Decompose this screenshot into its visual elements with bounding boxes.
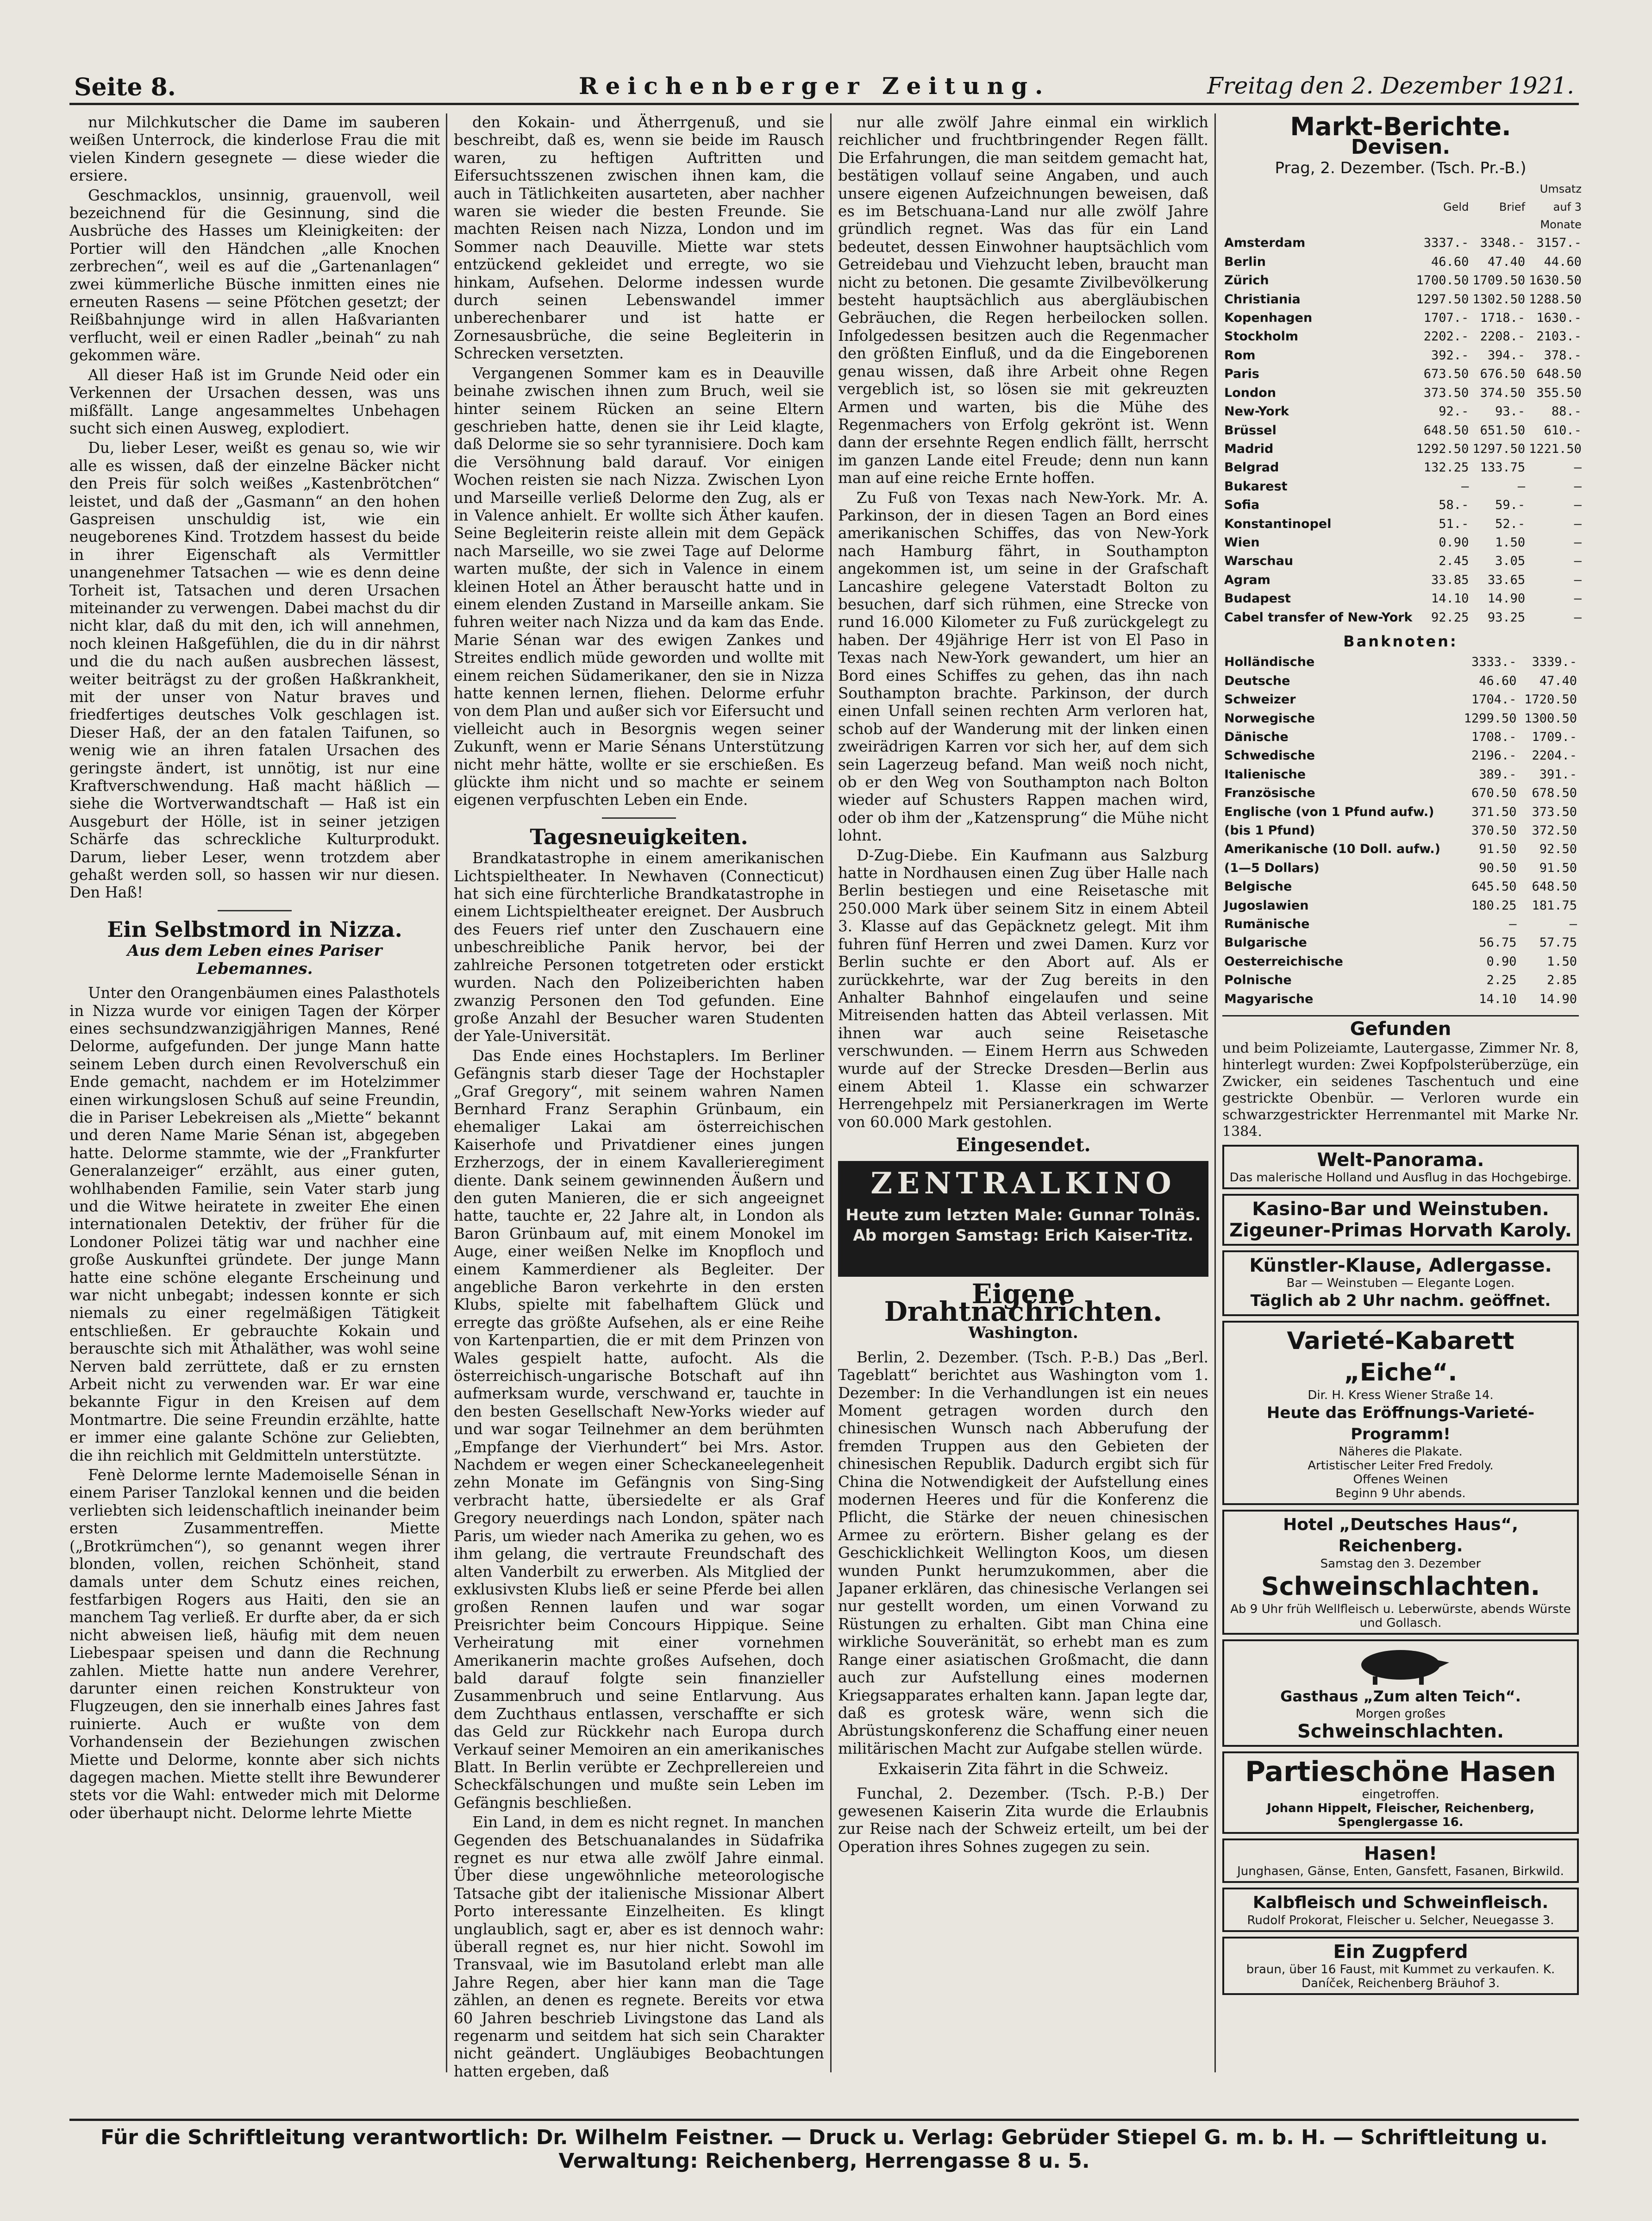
currency-name: Schwedische <box>1224 748 1315 763</box>
rate-value: 2202.- <box>1423 329 1469 344</box>
prag-dateline: Prag, 2. Dezember. (Tsch. Pr.-B.) <box>1275 158 1527 177</box>
table-row <box>1222 609 1583 627</box>
currency-name: Rom <box>1224 348 1256 363</box>
rate-value: 389.- <box>1479 767 1517 782</box>
rate-value: 91.50 <box>1539 860 1577 875</box>
rate-value: 2204.- <box>1532 748 1577 763</box>
paragraph: Geschmacklos, unsinnig, grauenvoll, weil bezeichnend für die Gesinnung, sind die Ausbrüche des Hasses um Kleinigkeiten: der Portier will den Händchen „alle Knochen zerbrechen“, weil es auf die „Gartenanlagen“ zwei kümmerliche Büsche inmitten eines nie erneuten Rasens — seine Pfötchen gesetzt; der Reißbahnjunge wird in allen Haßvarianten verflucht, weil er einen Radler „beinah“ zu nah gekommen wäre. <box>69 186 440 364</box>
rate-value: 3337.- <box>1423 236 1469 251</box>
rate-value: — <box>1574 479 1582 494</box>
rate-value: 56.75 <box>1479 935 1517 950</box>
ad-title: Schweinschlachten. <box>1261 1571 1540 1601</box>
table-row <box>1222 653 1579 671</box>
ad-title: Kasino-Bar und Weinstuben. <box>1252 1198 1549 1220</box>
kino-line: Heute zum letzten Male: Gunnar Tolnäs. <box>845 1205 1201 1224</box>
rate-value: 371.50 <box>1471 804 1517 819</box>
rate-value: 1297.50 <box>1472 441 1526 456</box>
banknoten-rows <box>1222 653 1579 1009</box>
table-row <box>1222 571 1583 590</box>
rate-value: 181.75 <box>1532 898 1577 913</box>
column-1 <box>69 113 440 2072</box>
currency-name: Budapest <box>1224 591 1291 606</box>
rate-value: 0.90 <box>1486 954 1517 969</box>
rate-value: 58.- <box>1439 498 1469 513</box>
currency-name: Berlin <box>1224 254 1266 269</box>
paragraph: Du, lieber Leser, weißt es genau so, wie wir alle es wissen, daß der einzelne Bäcker nicht den Preis für solch weißes „Kastenbrötchen“ leistet, und daß der „Gasmann“ an den hohen Gaspreisen unschuldig ist, wie ein neugeborenes Kind. Trotzdem hassest du beide in ihrer Eigenschaft als Vermittler unangenehmer Tatsachen — wie es denn deine Torheit ist, Tatsachen und deren Ursachen miteinander zu verwengen. Dabei machst du dir nicht klar, daß du mit den, ich will annehmen, noch kleinen Haßgefühlen, die du in dir nährst und die du nach außen ausbrechen lässest, weiter beiträgst zu der großen Haßkrankheit, mit der unser von Natur braves und friedfertiges deutsches Volk geschlagen ist. Dieser Haß, der an den fatalen Taifunen, so wenig wie an ihren fatalen Ursachen des geringste ändert, ist unnötig, ist nur eine Kraftverschwendung. Haß macht häßlich — siehe die Wortverwandtschaft — Haß ist ein Ausgeburt der Hölle, ist in seiner jetzigen Schärfe das schreckliche Kulturprodukt. Darum, lieber Leser, wenn trotzdem aber gehaßt werden soll, so hassen wir nur diesen. Den Haß! <box>69 439 440 902</box>
kasino-bar-ad <box>1222 1194 1579 1246</box>
rate-value: 3.05 <box>1495 554 1526 569</box>
rate-value: 51.- <box>1439 516 1469 531</box>
currency-name: Madrid <box>1224 441 1274 456</box>
rate-value: 3348.- <box>1480 236 1526 251</box>
rate-value: 46.60 <box>1431 254 1469 269</box>
rate-value: 2103.- <box>1536 329 1582 344</box>
rate-value: 1708.- <box>1471 730 1517 744</box>
rate-value: 3157.- <box>1536 236 1582 251</box>
ad-text: Beginn 9 Uhr abends. <box>1335 1486 1466 1500</box>
rate-value: 3333.- <box>1471 655 1517 670</box>
currency-name: London <box>1224 385 1277 400</box>
rate-value: 648.50 <box>1536 367 1582 382</box>
page-header <box>69 69 1579 105</box>
rate-value: 92.25 <box>1431 610 1469 625</box>
rate-value: 2.25 <box>1486 973 1517 988</box>
ad-title: Hotel „Deutsches Haus“, Reichenberg. <box>1283 1515 1518 1556</box>
article-title: Ein Selbstmord in Nizza. <box>107 916 402 942</box>
rate-value: 651.50 <box>1480 423 1526 438</box>
hotel-deutsches-haus-ad <box>1222 1510 1579 1635</box>
ad-title: Hasen! <box>1364 1843 1438 1864</box>
article-subtitle: Aus dem Leben eines Pariser Lebemannes. <box>127 941 382 978</box>
ad-text: Ab 9 Uhr früh Wellfleisch u. Leberwürste, abends Würste und Gollasch. <box>1230 1602 1571 1630</box>
rate-value: 1221.50 <box>1529 441 1582 456</box>
newspaper-title: Reichenberger Zeitung. <box>579 72 1051 100</box>
table-row <box>1222 765 1579 784</box>
banknoten-heading: Banknoten: <box>1343 632 1458 650</box>
rate-value: 14.10 <box>1479 991 1517 1006</box>
table-row <box>1222 346 1583 365</box>
rate-value: 14.90 <box>1487 591 1526 606</box>
rate-value: — <box>1509 917 1517 932</box>
market-title: Markt-Berichte. <box>1290 112 1511 141</box>
ad-title: Welt-Panorama. <box>1317 1149 1484 1171</box>
paragraph: Berlin, 2. Dezember. (Tsch. P.-B.) Das „Berl. Tageblatt“ berichtet aus Washington vom 1. Dezember: In die Verhandlungen ist ein neues Moment getragen worden durch den chinesischen Wunsch nach Abberufung der fremden Truppen aus den Gebieten der chinesischen Republik. Dadurch ergibt sich für China die Notwendigkeit der Aufstellung eines modernen Heeres und für die Konferenz die Pflicht, die Stärke der neuen chinesischen Armee zu erörtern. Bisher gelang es der Geschicklichkeit Wellington Koos, um diesen wunden Punkt herumzukommen, aber die Japaner erklären, das chinesische Verlangen sei nur gestellt worden, um einen Vorwand zu Rüstungen zu erhalten. Gibt man China eine wirkliche Souveränität, so erhebt man es zum Range einer asiatischen Großmacht, die dann auch zur Aufstellung eines modernen Kriegsapparates erhalten kann. Japan legte dar, daß es grotesk wäre, wenn sich die Abrüstungskonferenz die Schaffung einer neuen militärischen Macht zur Aufgabe stellen würde. <box>838 1348 1208 1757</box>
rate-value: 1300.50 <box>1524 711 1577 726</box>
table-row <box>1222 590 1583 608</box>
currency-name: Kopenhagen <box>1224 311 1313 326</box>
rate-value: 676.50 <box>1480 367 1526 382</box>
rate-value: 1.50 <box>1546 954 1577 969</box>
currency-name: Cabel transfer of New-York <box>1224 610 1413 625</box>
rate-value: 2196.- <box>1471 748 1517 763</box>
ad-title: Schweinschlachten. <box>1297 1720 1504 1742</box>
pig-icon <box>1350 1644 1452 1686</box>
rate-value: 2.45 <box>1439 554 1469 569</box>
table-row <box>1222 840 1579 859</box>
rate-value: 91.50 <box>1479 842 1517 857</box>
column-rule <box>830 113 832 2072</box>
rate-value: 93.25 <box>1487 610 1526 625</box>
rate-value: — <box>1569 917 1577 932</box>
ad-title: Varieté-Kabarett „Eiche“. <box>1287 1327 1514 1387</box>
paragraph: Fenè Delorme lernte Mademoiselle Sénan in einem Pariser Tanzlokal kennen und die beiden verliebten sich leidenschaftlich ineinander beim ersten Zusammentreffen. Miette („Brotkrümchen“), so genannt wegen ihrer blonden, vollen, reichen Schönheit, stand damals unter dem Schutz eines reichen, festfarbigen Rogers aus Haiti, den sie an manchem Tag verließ. Er durfte aber, da er sich nicht abweisen ließ, häufig mit dem neuen Liebespaar speisen und dann die Rechnung zahlen. Miette hatte nun andere Verehrer, darunter einen reichen Konstrukteur von Flugzeugen, den sie innerhalb eines Jahres fast ruinierte. Auch er wußte von dem Vorhandensein der Beziehungen zwischen Miette und Delorme, konnte aber sich nichts dagegen machen. Miette stellt ihre Bewunderer stets vor die Wahl: entweder mich mit Delorme oder überhaupt nicht. Delorme lehrte Miette <box>69 1466 440 1822</box>
rate-value: 0.90 <box>1439 535 1469 550</box>
currency-name: Belgische <box>1224 879 1292 894</box>
ad-title: Partieschöne Hasen <box>1245 1755 1556 1788</box>
rate-value: 57.75 <box>1539 935 1577 950</box>
ad-text: Näheres die Plakate. <box>1339 1444 1463 1459</box>
currency-name: Christiania <box>1224 292 1301 307</box>
rate-value: 33.65 <box>1487 572 1526 587</box>
currency-name: Holländische <box>1224 655 1315 670</box>
rate-value: 610.- <box>1544 423 1582 438</box>
currency-name: Sofia <box>1224 498 1260 513</box>
rate-value: 370.50 <box>1471 823 1517 838</box>
rate-value: — <box>1574 498 1582 513</box>
divider <box>218 910 292 911</box>
currency-name: Französische <box>1224 786 1315 801</box>
ad-title: Ein Zugpferd <box>1333 1941 1468 1963</box>
rate-value: 88.- <box>1551 404 1582 419</box>
kalbfleisch-ad <box>1222 1888 1579 1932</box>
paragraph: Funchal, 2. Dezember. (Tsch. P.-B.) Der gewesenen Kaiserin Zita wurde die Erlaubnis zur Reise nach der Schweiz erteilt, um bei der Operation ihres Sohnes zugegen zu sein. <box>838 1784 1208 1856</box>
table-row <box>1222 878 1579 896</box>
ad-text: Heute das Eröffnungs-Varieté-Programm! <box>1266 1403 1535 1443</box>
rate-value: — <box>1574 554 1582 569</box>
paragraph: Das Ende eines Hochstaplers. Im Berliner Gefängnis starb dieser Tage der Hochstapler „Graf Gregory“, mit seinem wahren Namen Bernhard Franz Seraphin Grünbaum, ein ehemaliger Lakai am österreichischen Kaiserhofe und Privatdiener eines jungen Erzherzogs, der in einem Kavallerieregiment diente. Dank seinem gewinnenden Äußern und den guten Manieren, die er sich angeeignet hatte, tauchte er, 22 Jahre alt, in London als Baron Grünbaum auf, mit einem Monokel im Auge, einer weißen Nelke im Knopfloch und einem Kammerdiener als Begleiter. Der angebliche Baron verkehrte in den ersten Klubs, spielte mit fabelhaftem Glück und erregte das größte Aufsehen, als er eine Reihe von Kartenpartien, die er mit dem Prinzen von Wales gespielt hatte, aufocht. Als die österreichisch-ungarische Botschaft auf ihn aufmerksam wurde, verschwand er, tauchte in den besten Gesellschaft New-Yorks wieder auf und war sogar Teilnehmer an dem berühmten „Empfange der Vierhundert“ bei Mrs. Astor. Nachdem er wegen einer Scheckaneelegenheit zehn Monate im Gefängnis von Sing-Sing verbracht hatte, übersiedelte er als Graf Gregory neuerdings nach London, später nach Paris, um wieder nach Amerika zu gehen, wo es ihm gelang, die vertraute Freundschaft des alten Vanderbilt zu erwerben. Als Mitglied der exklusivsten Klubs ließ er seine Pferde bei allen großen Rennen laufen und war sogar Preisrichter beim Concours Hippique. Seine Verheiratung mit einer vornehmen Amerikanerin machte großes Aufsehen, doch bald darauf folgte sein finanzieller Zusammenbruch und seine Entlarvung. Aus dem Zuchthaus entlassen, verschaffte er sich das Geld zur Rückkehr nach Europa durch Verkauf seiner Memoiren an ein amerikanisches Blatt. In Berlin verübte er Zechprellereien und Scheckfälschungen und mußte sein Leben im Gefängnis beschließen. <box>454 1047 824 1812</box>
rate-value: 1709.50 <box>1472 273 1526 288</box>
currency-name: Paris <box>1224 367 1259 382</box>
column-rule <box>446 113 447 2072</box>
rate-value: 1302.50 <box>1472 292 1526 307</box>
rate-value: 1288.50 <box>1529 292 1582 307</box>
divider <box>602 817 676 819</box>
zentralkino-ad <box>838 1161 1208 1277</box>
currency-name: Konstantinopel <box>1224 516 1332 531</box>
rate-value: — <box>1574 572 1582 587</box>
section-title: Tagesneuigkeiten. <box>530 824 748 849</box>
col-header: Umsatz auf 3 Monate <box>1539 182 1582 232</box>
table-row <box>1222 934 1579 952</box>
rate-value: 645.50 <box>1471 879 1517 894</box>
table-row <box>1222 747 1579 765</box>
table-row <box>1222 496 1583 514</box>
rate-value: 14.10 <box>1431 591 1469 606</box>
ad-text: Das malerische Holland und Ausflug in das Hochgebirge. <box>1229 1170 1572 1185</box>
ad-text: Junghasen, Gänse, Enten, Gansfett, Fasanen, Birkwild. <box>1237 1864 1564 1878</box>
rate-value: 180.25 <box>1471 898 1517 913</box>
currency-name: Dänische <box>1224 730 1289 744</box>
ad-text: Offenes Weinen <box>1353 1472 1448 1487</box>
column-rule <box>1214 113 1216 2072</box>
rate-value: — <box>1574 591 1582 606</box>
currency-name: Italienische <box>1224 767 1306 782</box>
rate-value: 1720.50 <box>1524 692 1577 707</box>
devisen-heading: Devisen. <box>1351 135 1451 159</box>
rate-value: 373.50 <box>1532 804 1577 819</box>
table-row <box>1222 784 1579 803</box>
rate-value: 92.50 <box>1539 842 1577 857</box>
rate-value: — <box>1574 535 1582 550</box>
rate-value: 1630.50 <box>1529 273 1582 288</box>
rate-value: 372.50 <box>1532 823 1577 838</box>
table-row <box>1222 402 1583 421</box>
currency-name: Norwegische <box>1224 711 1315 726</box>
paragraph: nur alle zwölf Jahre einmal ein wirklich reichlicher und fruchtbringender Regen fällt. Die Erfahrungen, die man seitdem gemacht hat, bestätigen vollauf seine Angaben, und auch unsere eigenen Aufzeichnungen beweisen, daß es im Betschuana-Land nur alle zwölf Jahre gründlich regnet. Was das für ein Land bedeutet, dessen Einwohner hauptsächlich vom Getreidebau und Viehzucht leben, braucht man nicht zu betonen. Die gesamte Zivilbevölkerung besteht hauptsächlich aus abergläubischen Gebräuchen, die Regen herbeilocken sollen. Infolgedessen besitzen auch die Regenmacher den größten Einfluß, und da die Eingeborenen genau wissen, daß ihre Arbeit ohne Regen vergeblich ist, so lösen sie mit gekreuzten Armen und warten, bis die Mühe des Regenmachers von Erfolg gekrönt ist. Wenn dann der ersehnte Regen endlich fällt, herrscht im ganzen Lande eitel Freude; denn nun kann man auf eine reiche Ernte hoffen. <box>838 113 1208 487</box>
issue-date: Freitag den 2. Dezember 1921. <box>1207 72 1574 99</box>
table-row <box>1222 234 1583 252</box>
rate-value: 44.60 <box>1544 254 1582 269</box>
rate-value: — <box>1574 460 1582 475</box>
table-row <box>1222 990 1579 1009</box>
rate-value: 132.25 <box>1423 460 1469 475</box>
rate-value: 46.60 <box>1479 673 1517 688</box>
ad-text: eingetroffen. <box>1362 1787 1439 1801</box>
ad-text: Samstag den 3. Dezember <box>1320 1556 1481 1571</box>
paragraph: Zu Fuß von Texas nach New-York. Mr. A. Parkinson, der in diesen Tagen an Bord eines amerikanischen Schiffes, das von New-York nach Hamburg fährt, in Southampton angekommen ist, um seine in der Grafschaft Lancashire gelegene Vaterstadt Bolton zu besuchen, darf sich rühmen, eine Strecke von rund 16.000 Kilometer zu Fuß zurückgelegt zu haben. Der 49jährige Herr ist von El Paso in Texas nach New-York gewandert, um hier an Bord eines Schiffes zu gehen, das ihn nach Southampton brachte. Parkinson, der durch einen Unfall seinen rechten Arm verloren hat, schob auf der Wanderung mit der linken einen zweirädrigen Karren vor sich her, auf dem sich sein Lagerzeug befand. Man weiß noch nicht, ob er den Weg von Southampton nach Bolton wieder auf Schusters Rappen machen wird, oder ob ihm der „Katzensprung“ die Mühe nicht lohnt. <box>838 489 1208 845</box>
table-row <box>1222 803 1579 822</box>
currency-name: Zürich <box>1224 273 1269 288</box>
ad-text: Rudolf Prokorat, Fleischer u. Selcher, Neuegasse 3. <box>1247 1913 1554 1927</box>
rate-value: 1709.- <box>1532 730 1577 744</box>
page-footer: Für die Schriftleitung verantwortlich: Dr. Wilhelm Feistner. — Druck u. Verlag: Gebrüder Stiepel G. m. b. H. — Schriftleitung u. Verwaltung: Reichenberg, Herrengasse 8 u. 5. <box>69 2119 1579 2153</box>
currency-name: Amsterdam <box>1224 236 1306 251</box>
table-row <box>1222 552 1583 571</box>
gefunden-heading: Gefunden <box>1222 1015 1579 1038</box>
rate-value: 33.85 <box>1431 572 1469 587</box>
ad-text: Artistischer Leiter Fred Fredoly. <box>1308 1458 1494 1473</box>
paragraph: Brandkatastrophe in einem amerikanischen Lichtspieltheater. In Newhaven (Connecticut) hat sich eine fürchterliche Brandkatastrophe in einem Lichtspieltheater ereignet. Der Ausbruch des Feuers rief unter den Zuschauern eine unbeschreibliche Panik hervor, bei der zahlreiche Personen totgetreten oder erstickt wurden. Nach den Polizeiberichten haben zwanzig Personen den Tod gefunden. Eine große Anzahl der Besucher waren Studenten der Yale-Universität. <box>454 849 824 1045</box>
currency-name: New-York <box>1224 404 1289 419</box>
rate-value: 648.50 <box>1532 879 1577 894</box>
kino-line: Ab morgen Samstag: Erich Kaiser-Titz. <box>853 1226 1194 1245</box>
rate-value: — <box>1574 610 1582 625</box>
currency-name: Stockholm <box>1224 329 1299 344</box>
table-row <box>1222 897 1579 915</box>
table-row <box>1222 421 1583 440</box>
rate-value: 355.50 <box>1536 385 1582 400</box>
table-row <box>1222 290 1583 309</box>
currency-name: Polnische <box>1224 973 1292 988</box>
table-row <box>1222 822 1579 840</box>
table-row <box>1222 440 1583 458</box>
variete-eiche-ad <box>1222 1321 1579 1505</box>
rate-value: 670.50 <box>1471 786 1517 801</box>
rate-value: 59.- <box>1495 498 1526 513</box>
table-row <box>1222 384 1583 402</box>
rate-value: 391.- <box>1539 767 1577 782</box>
table-row <box>1222 458 1583 477</box>
hasen-ad <box>1222 1838 1579 1883</box>
zugpferd-ad <box>1222 1937 1579 1995</box>
rate-value: 1718.- <box>1480 311 1526 326</box>
rate-value: 1707.- <box>1423 311 1469 326</box>
paragraph: den Kokain- und Ätherrgenuß, und sie beschreibt, daß es, wenn sie beide im Rausch waren, zu heftigen Auftritten und Eifersuchtsszenen zwischen ihnen kam, die auch in Tätlichkeiten ausarteten, aber nachher waren sie wieder die besten Freunde. Sie machten Reisen nach Nizza, London und im Sommer nach Deauville. Miette war stets entzückend gekleidet und erregte, wo sie hinkam, Aufsehen. Delorme indessen wurde durch seinen Lebenswandel immer unberechenbarer und ist hatte er Zornesausbrüche, die seine Begleiterin in Schrecken versetzten. <box>454 113 824 363</box>
kuenstler-klause-ad <box>1222 1250 1579 1316</box>
rate-value: 1292.50 <box>1416 441 1469 456</box>
section-title: Eigene Drahtnachrichten. <box>884 1278 1163 1327</box>
rate-value: 378.- <box>1544 348 1582 363</box>
welt-panorama-ad <box>1222 1145 1579 1189</box>
ad-text: Dir. H. Kress Wiener Straße 14. <box>1308 1388 1494 1402</box>
ad-text: braun, über 16 Faust, mit Kummet zu verkaufen. K. Daníček, Reichenberg Bräuhof 3. <box>1246 1962 1555 1990</box>
rate-value: 2.85 <box>1546 973 1577 988</box>
currency-name: Amerikanische (10 Doll. aufw.) <box>1224 842 1441 857</box>
currency-name: Warschau <box>1224 554 1294 569</box>
table-row <box>1222 709 1579 728</box>
rate-value: 678.50 <box>1532 786 1577 801</box>
devisen-table <box>1222 180 1583 627</box>
rate-value: 52.- <box>1495 516 1526 531</box>
table-row <box>1222 690 1579 709</box>
article-subtitle: Exkaiserin Zita fährt in die Schweiz. <box>877 1760 1169 1779</box>
devisen-rows <box>1222 234 1583 627</box>
rate-value: — <box>1574 516 1582 531</box>
rate-value: 3339.- <box>1532 655 1577 670</box>
table-row <box>1222 253 1583 271</box>
currency-name: Englische (von 1 Pfund aufw.) <box>1224 804 1434 819</box>
rate-value: — <box>1461 479 1469 494</box>
ad-text: Johann Hippelt, Fleischer, Reichenberg, Spenglergasse 16. <box>1267 1801 1534 1829</box>
currency-name: Bukarest <box>1224 479 1288 494</box>
ad-title: Zigeuner-Primas Horvath Karoly. <box>1229 1219 1572 1241</box>
table-row <box>1222 533 1583 552</box>
column-2 <box>454 113 824 2080</box>
paragraph: nur Milchkutscher die Dame im sauberen weißen Unterrock, die kinderlose Frau die mit vielen Kindern gesegnete — diese wieder die ersiere. <box>69 113 440 185</box>
rate-value: 93.- <box>1495 404 1526 419</box>
table-row <box>1222 915 1579 934</box>
currency-name: Belgrad <box>1224 460 1279 475</box>
eingesendet-heading: Eingesendet. <box>956 1134 1091 1156</box>
rate-value: 1630.- <box>1536 311 1582 326</box>
currency-name: Deutsche <box>1224 673 1290 688</box>
rate-value: — <box>1517 479 1526 494</box>
currency-name: Agram <box>1224 572 1270 587</box>
currency-name: Brüssel <box>1224 423 1277 438</box>
rate-value: 673.50 <box>1423 367 1469 382</box>
currency-name: Rumänische <box>1224 917 1310 932</box>
rate-value: 1700.50 <box>1416 273 1469 288</box>
currency-name: Wien <box>1224 535 1260 550</box>
market-column <box>1222 112 1582 2072</box>
col-header: Geld <box>1443 200 1469 213</box>
banknoten-table <box>1222 653 1579 1009</box>
kino-title: ZENTRALKINO <box>870 1166 1176 1201</box>
paragraph: Unter den Orangenbäumen eines Palasthotels in Nizza wurde vor einigen Tagen der Körper eines sechsundzwanzigjährigen Mannes, René Delorme, aufgefunden. Der junge Mann hatte seinem Leben durch einen Revolverschuß ein Ende gemacht, nachdem er im Hotelzimmer einen wirkungslosen Schuß auf seine Freundin, die in Pariser Lebekreisen als „Miette“ bekannt und deren Name Marie Sénan ist, abgegeben hatte. Delorme stammte, wie der „Frankfurter Generalanzeiger“ erzählt, aus einer guten, wohlhabenden Familie, sein Vater starb jung und die Witwe heiratete in zweiter Ehe einen internationalen Detektiv, der früher für die Londoner Polizei tätig war und nachher eine große Auskunftei gründete. Der junge Mann hatte eine schöne elegante Erscheinung und war nicht unbegabt; indessen konnte er sich niemals zu einer regelmäßigen Tätigkeit entschließen. Er gebrauchte Kokain und berauschte sich mit Äthaläther, was wohl seine Nerven bald zerrüttete, daß er zu ernsten Arbeit nicht zu verwenden war. Er war eine bekannte Figur in den Kreisen auf dem Montmartre. Die seine Freundin erzählte, hatte er immer eine galante Schöne zur Geliebten, die ihn reichlich mit Geldmitteln unterstützte. <box>69 984 440 1464</box>
table-row <box>1222 953 1579 971</box>
gefunden-text: und beim Polizeiamte, Lautergasse, Zimmer Nr. 8, hinterlegt wurden: Zwei Kopfpolsterüberzüge, ein Zwicker, ein seidenes Taschentuch und eine gestrickte Obenbür. — Verloren wurde ein schwarzgestrickter Herrenmantel mit Marke Nr. 1384. <box>1222 1040 1579 1140</box>
currency-name: Magyarische <box>1224 991 1314 1006</box>
rate-value: 373.50 <box>1423 385 1469 400</box>
rate-value: 1299.50 <box>1464 711 1517 726</box>
dateline-heading: Washington. <box>968 1324 1078 1343</box>
table-row <box>1222 859 1579 878</box>
ad-text: Morgen großes <box>1355 1707 1446 1721</box>
rate-value: 47.40 <box>1539 673 1577 688</box>
ad-title: Kalbfleisch und Schweinfleisch. <box>1252 1893 1549 1912</box>
rate-value: 392.- <box>1431 348 1469 363</box>
rate-value: 1.50 <box>1495 535 1526 550</box>
table-row <box>1222 515 1583 533</box>
ad-title: Gasthaus „Zum alten Teich“. <box>1280 1687 1521 1705</box>
paragraph: Vergangenen Sommer kam es in Deauville beinahe zwischen ihnen zum Bruch, weil sie hinter seinem Rücken an seine Eltern geschrieben hatte, denen sie ihr Leid klagte, daß Delorme sie so sehr tyrannisiere. Doch kam die Versöhnung bald darauf. Vor einigen Wochen reisten sie nach Nizza. Zwischen Lyon und Marseille verließ Delorme den Zug, als er in Valence anhielt. Er wollte sich Äther kaufen. Seine Begleiterin reiste allein mit dem Gepäck nach Marseille, wo sie zwei Tage auf Delorme warten mußte, der sich in Valence in einem kleinen Hotel an Äther berauscht hatte und in einem elenden Zustand in Marseille ankam. Sie fuhren weiter nach Nizza und da kam das Ende. Marie Sénan war des ewigen Zankes und Streites endlich müde geworden und wollte mit einem reichen Südamerikaner, den sie in Nizza hatte kennen lernen, fliehen. Delorme erfuhr von dem Plan und außer sich vor Eifersucht und vielleicht auch in Besorgnis wegen seiner Zukunft, wenn er Marie Sénans Unterstützung nicht mehr hätte, wollte er sie erschießen. Es glückte ihm nicht und so machte er seinem eigenen verpfuschten Leben ein Ende. <box>454 364 824 809</box>
ad-text: Bar — Weinstuben — Elegante Logen. <box>1286 1276 1515 1290</box>
currency-name: Bulgarische <box>1224 935 1307 950</box>
rate-value: 374.50 <box>1480 385 1526 400</box>
rate-value: 1297.50 <box>1416 292 1469 307</box>
rate-value: 648.50 <box>1423 423 1469 438</box>
currency-name: (bis 1 Pfund) <box>1224 823 1315 838</box>
rate-value: 14.90 <box>1539 991 1577 1006</box>
hasen-hippelt-ad <box>1222 1751 1579 1834</box>
ad-title: Künstler-Klause, Adlergasse. <box>1249 1255 1552 1276</box>
currency-name: Jugoslawien <box>1224 898 1309 913</box>
rate-value: 92.- <box>1439 404 1469 419</box>
ad-text: Täglich ab 2 Uhr nachm. geöffnet. <box>1250 1291 1551 1310</box>
rate-value: 2208.- <box>1480 329 1526 344</box>
table-row <box>1222 672 1579 690</box>
rate-value: 90.50 <box>1479 860 1517 875</box>
table-row <box>1222 327 1583 346</box>
table-header-row <box>1222 180 1583 234</box>
rate-value: 133.75 <box>1480 460 1526 475</box>
col-header: Brief <box>1499 200 1526 213</box>
gasthaus-teich-ad <box>1222 1639 1579 1747</box>
column-3 <box>838 113 1208 2072</box>
table-row <box>1222 971 1579 990</box>
rate-value: 1704.- <box>1471 692 1517 707</box>
table-row <box>1222 477 1583 496</box>
paragraph: All dieser Haß ist im Grunde Neid oder ein Verkennen der Ursachen dessen, was uns mißfällt. Lange angesammeltes Unbehagen sucht sich einen Ausweg, explodiert. <box>69 366 440 437</box>
rate-value: 47.40 <box>1487 254 1526 269</box>
rate-value: 394.- <box>1487 348 1526 363</box>
currency-name: Schweizer <box>1224 692 1296 707</box>
table-row <box>1222 728 1579 747</box>
currency-name: Oesterreichische <box>1224 954 1343 969</box>
paragraph: D-Zug-Diebe. Ein Kaufmann aus Salzburg hatte in Nordhausen einen Zug über Halle nach Berlin bestiegen und eine Reisetasche mit 250.000 Mark über seinem Sitz in einem Abteil 3. Klasse auf das Gepäcknetz gelegt. Mit ihm fuhren fünf Herren und zwei Damen. Kurz vor Berlin suchte er den Abort auf. Als er zurückkehrte, war der Zug bereits in den Anhalter Bahnhof eingelaufen und seine Mitreisenden hatten das Abteil verlassen. Mit ihnen war auch seine Reisetasche verschwunden. — Einem Herrn aus Schweden wurde auf der Strecke Dresden—Berlin aus einem Abteil 1. Klasse ein schwarzer Herrengehpelz mit Persianerkragen im Werte von 60.000 Mark gestohlen. <box>838 846 1208 1131</box>
paragraph: Ein Land, in dem es nicht regnet. In manchen Gegenden des Betschuanalandes in Südafrika regnet es nur etwa alle zwölf Jahre einmal. Über diese ungewöhnliche meteorologische Tatsache gibt der italienische Missionar Albert Porto interessante Einzelheiten. Es klingt unglaublich, sagt er, aber es ist dennoch wahr: überall regnet es, nur hier nicht. Sowohl im Transvaal, wie im Basutoland erlebt man alle Jahre Regen, aber hier kann man die Tage zählen, an denen es regnete. Bereits vor etwa 60 Jahren beschrieb Livingstone das Land als regenarm und seitdem hat sich sein Charakter nicht geändert. Ungläubiges Beobachtungen hatten ergeben, daß <box>454 1813 824 2080</box>
page-label: Seite 8. <box>74 73 176 101</box>
table-row <box>1222 309 1583 327</box>
currency-name: (1—5 Dollars) <box>1224 860 1320 875</box>
table-row <box>1222 271 1583 290</box>
table-row <box>1222 365 1583 383</box>
